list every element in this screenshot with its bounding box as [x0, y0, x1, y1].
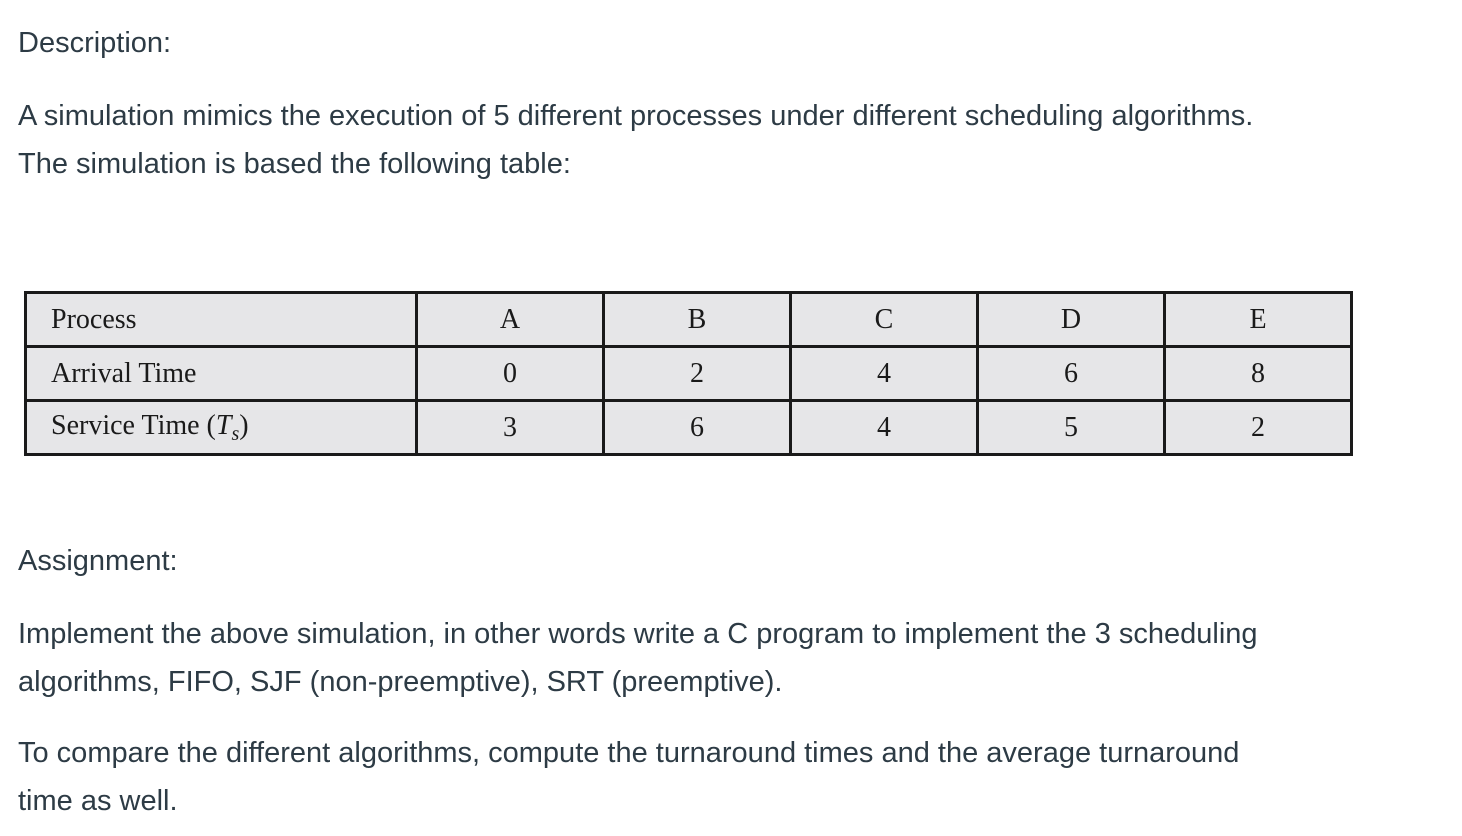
description-paragraph: A simulation mimics the execution of 5 different processes under different scheduling algorithms. The simulation is based the following table: [18, 100, 1254, 180]
table-cell: 3 [417, 401, 604, 455]
table-row-arrival-time [26, 347, 1352, 401]
table-cell: 2 [604, 347, 791, 401]
row-label-arrival-time: Arrival Time [26, 347, 417, 401]
row-label-process: Process [26, 293, 417, 347]
assignment-heading: Assignment: [18, 545, 178, 577]
table-cell: 0 [417, 347, 604, 401]
table-cell: 6 [978, 347, 1165, 401]
description-heading: Description: [18, 27, 172, 59]
service-time-subscript: s [231, 422, 240, 445]
table-cell: 2 [1165, 401, 1352, 455]
table-cell: E [1165, 293, 1352, 347]
assignment-paragraph-1: Implement the above simulation, in other words write a C program to implement the 3 scheduling algorithms, FIFO, SJF (non-preemptive), SRT (preemptive). [18, 618, 1258, 698]
table-cell: A [417, 293, 604, 347]
table-cell: C [791, 293, 978, 347]
process-table [24, 291, 1353, 456]
service-time-suffix: ) [239, 409, 249, 441]
table-cell: 4 [791, 401, 978, 455]
service-time-prefix: Service Time ( [51, 409, 216, 441]
table-row-service-time [26, 401, 1352, 455]
table-cell: 5 [978, 401, 1165, 455]
table-cell: D [978, 293, 1165, 347]
process-table-container [24, 291, 1353, 456]
row-label-service-time [26, 401, 417, 455]
table-cell: 8 [1165, 347, 1352, 401]
table-cell: 4 [791, 347, 978, 401]
table-cell: B [604, 293, 791, 347]
table-cell: 6 [604, 401, 791, 455]
service-time-symbol: T [215, 409, 232, 441]
assignment-paragraph-2: To compare the different algorithms, compute the turnaround times and the average turnaround time as well. [18, 737, 1240, 817]
table-row-process [26, 293, 1352, 347]
